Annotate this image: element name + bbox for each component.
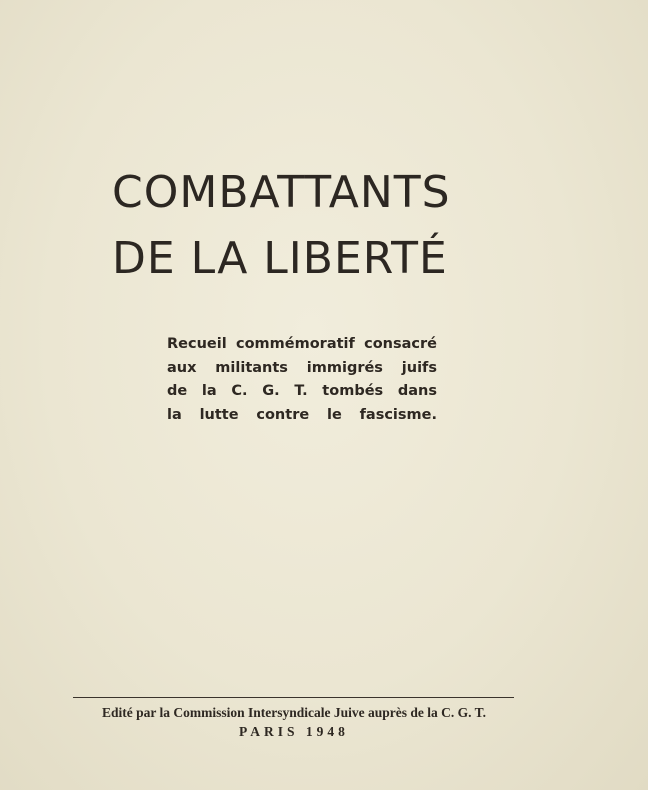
book-title [112,160,532,292]
publisher-line: Edité par la Commission Intersyndicale Juive auprès de la C. G. T. [101,705,487,720]
footer-divider [73,697,514,698]
book-title-line-1: COMBATTANTS [112,167,451,218]
subtitle-line-1: Recueil commémoratif consacré [167,336,437,352]
place-date: PARIS 1948 [239,724,349,739]
book-title-line-2: DE LA LIBERTÉ [112,233,448,284]
subtitle-line-4: la lutte contre le fascisme. [167,406,437,423]
subtitle-line-2: aux militants immigrés juifs [167,359,437,376]
subtitle [167,333,437,427]
subtitle-line-3: de la C. G. T. tombés dans [167,383,437,399]
